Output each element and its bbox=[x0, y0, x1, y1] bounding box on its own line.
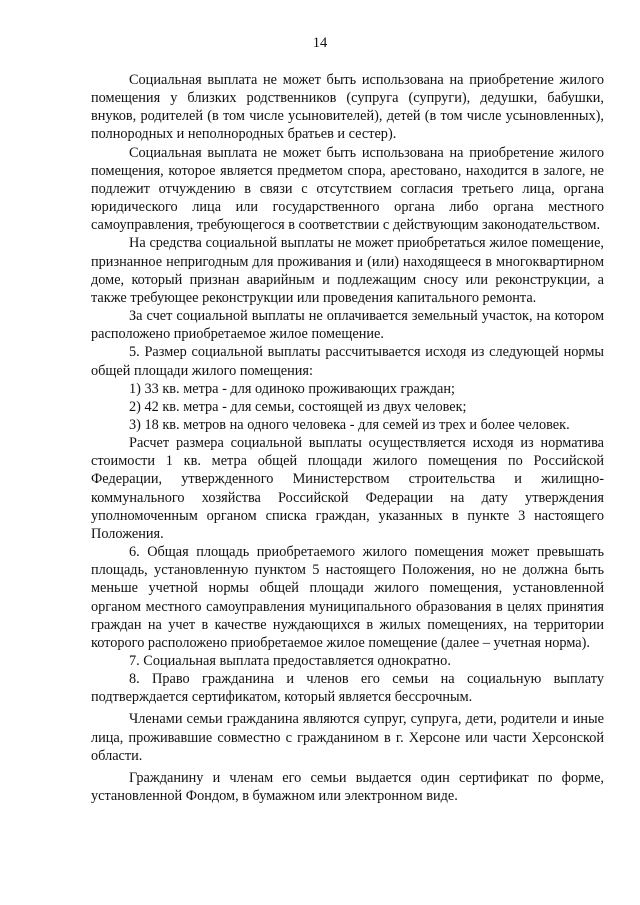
paragraph-disputed-property-restriction: Социальная выплата не может быть использована на приобретение жилого помещения, которое является предметом спора, арестовано, находится в залоге, не подлежит отчуждению в связи с отсутствием согласия третьего лица, органа юридического лица или государственного органа либо органа местного самоуправления, требующегося в соответствии с действующим законодательством. bbox=[91, 144, 604, 234]
paragraph-land-plot-exclusion: За счет социальной выплаты не оплачивается земельный участок, на котором расположено приобретаемое жилое помещение. bbox=[91, 308, 604, 343]
list-item-single-person: 1) 33 кв. метра - для одиноко проживающих граждан; bbox=[129, 380, 455, 397]
paragraph-item-7-one-time: 7. Социальная выплата предоставляется однократно. bbox=[129, 653, 451, 669]
paragraph-single-certificate: Гражданину и членам его семьи выдается один сертификат по форме, установленной Фондом, в бумажном или электронном виде. bbox=[91, 769, 604, 805]
document-body bbox=[91, 71, 604, 805]
paragraph-family-members: Членами семьи гражданина являются супруг, супруга, дети, родители и иные лица, проживавшие совместно с гражданином в г. Херсоне или части Херсонской области. bbox=[91, 711, 604, 764]
paragraph-item-5-area-norm: 5. Размер социальной выплаты рассчитывается исходя из следующей нормы общей площади жилого помещения: bbox=[91, 344, 604, 379]
list-item-two-person-family: 2) 42 кв. метра - для семьи, состоящей из двух человек; bbox=[129, 398, 467, 415]
paragraph-calculation-basis: Расчет размера социальной выплаты осуществляется исходя из норматива стоимости 1 кв. метра общей площади жилого помещения по Российской Федерации, утвержденного Министерством строительства и жилищно-коммунального хозяйства Российской Федерации на дату утверждения уполномоченным органом списка граждан, указанных в пункте 3 настоящего Положения. bbox=[91, 435, 604, 542]
paragraph-item-8-certificate: 8. Право гражданина и членов его семьи на социальную выплату подтверждается сертификатом, который является бессрочным. bbox=[91, 671, 604, 706]
paragraph-item-6-total-area: 6. Общая площадь приобретаемого жилого помещения может превышать площадь, установленную пунктом 5 настоящего Положения, но не должна быть меньше учетной нормы общей площади жилого помещения, установленной органом местного самоуправления муниципального образования в целях принятия граждан на учет в качестве нуждающихся в жилых помещениях, на территории которого расположено приобретаемое жилое помещение (далее – учетная норма). bbox=[91, 544, 604, 651]
paragraph-relatives-restriction: Социальная выплата не может быть использована на приобретение жилого помещения у близких родственников (супруга (супруги), дедушки, бабушки, внуков, родителей (в том числе усыновителей), детей (в том числе усыновленных), полнородных и неполнородных братьев и сестер). bbox=[91, 72, 604, 143]
paragraph-unfit-housing-restriction: На средства социальной выплаты не может приобретаться жилое помещение, признанное непригодным для проживания и (или) находящееся в многоквартирном доме, который признан аварийным и подлежащим сносу или реконструкции, а также требующее реконструкции или проведения капитального ремонта. bbox=[91, 235, 604, 306]
page-number: 14 bbox=[312, 35, 328, 51]
list-item-three-plus-family: 3) 18 кв. метров на одного человека - для семей из трех и более человек. bbox=[129, 416, 570, 433]
